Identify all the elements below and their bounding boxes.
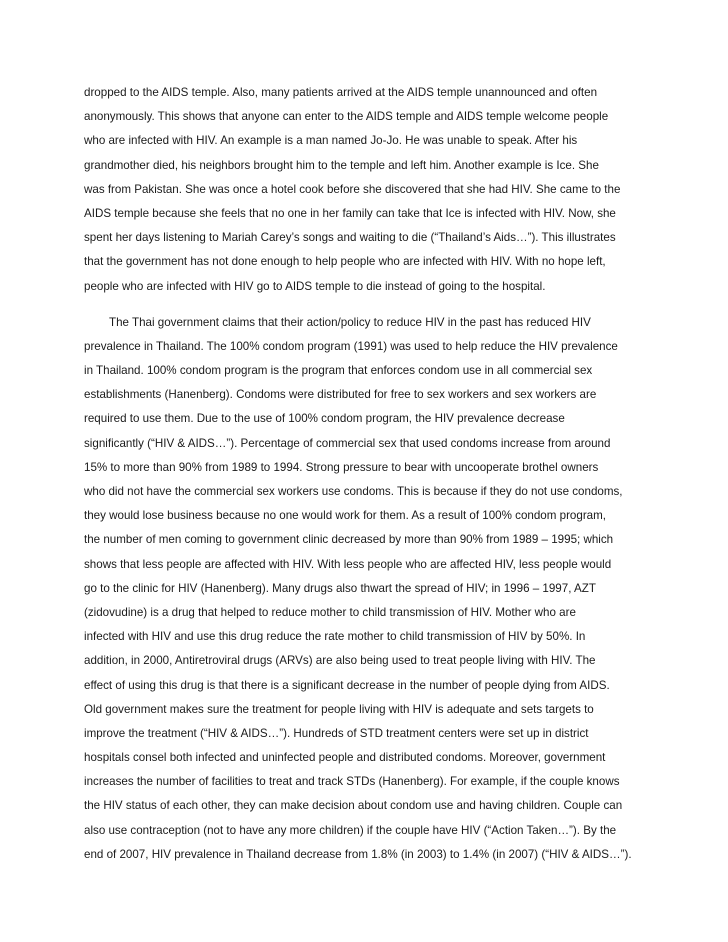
text-line: end of 2007, HIV prevalence in Thailand decrease from 1.8% (in 2003) to 1.4% (in 2007) (“HIV & AIDS…”). <box>84 847 632 861</box>
text-line: who are infected with HIV. An example is a man named Jo-Jo. He was unable to speak. After his <box>84 134 578 148</box>
text-line: shows that less people are affected with HIV. With less people who are affected HIV, less people would <box>84 557 612 571</box>
text-line: significantly (“HIV & AIDS…”). Percentage of commercial sex that used condoms increase from around <box>84 436 611 450</box>
text-line: required to use them. Due to the use of 100% condom program, the HIV prevalence decrease <box>84 412 565 426</box>
text-line: also use contraception (not to have any more children) if the couple have HIV (“Action Taken…”). By the <box>84 823 617 837</box>
text-line: the HIV status of each other, they can make decision about condom use and having children. Couple can <box>84 799 623 813</box>
text-line: anonymously. This shows that anyone can enter to the AIDS temple and AIDS temple welcome people <box>84 110 609 124</box>
text-line: they would lose business because no one would work for them. As a result of 100% condom program, <box>84 509 607 523</box>
text-line: go to the clinic for HIV (Hanenberg). Many drugs also thwart the spread of HIV; in 1996 – 1997, AZT <box>84 581 596 595</box>
text-line: prevalence in Thailand. The 100% condom program (1991) was used to help reduce the HIV prevalence <box>84 339 618 353</box>
text-line: grandmother died, his neighbors brought him to the temple and left him. Another example is Ice. She <box>84 158 599 172</box>
text-line: increases the number of facilities to treat and track STDs (Hanenberg). For example, if the couple knows <box>84 775 620 789</box>
paragraph-2 <box>84 311 660 867</box>
text-line: The Thai government claims that their action/policy to reduce HIV in the past has reduced HIV <box>109 315 591 329</box>
document-body <box>84 81 660 867</box>
text-line: 15% to more than 90% from 1989 to 1994. Strong pressure to bear with uncooperate brothel owners <box>84 460 599 474</box>
text-line: that the government has not done enough to help people who are infected with HIV. With no hope left, <box>84 255 606 269</box>
text-line: infected with HIV and use this drug reduce the rate mother to child transmission of HIV by 50%. In <box>84 630 586 644</box>
text-line: addition, in 2000, Antiretroviral drugs (ARVs) are also being used to treat people living with HIV. The <box>84 654 596 668</box>
text-line: hospitals consel both infected and uninfected people and distributed condoms. Moreover, government <box>84 751 606 765</box>
text-line: dropped to the AIDS temple. Also, many patients arrived at the AIDS temple unannounced and often <box>84 86 598 99</box>
text-line: effect of using this drug is that there is a significant decrease in the number of people dying from AIDS. <box>84 678 610 692</box>
paragraph-spacer <box>84 299 660 311</box>
text-line: establishments (Hanenberg). Condoms were distributed for free to sex workers and sex workers are <box>84 388 597 402</box>
text-line: (zidovudine) is a drug that helped to reduce mother to child transmission of HIV. Mother who are <box>84 605 576 619</box>
text-line: was from Pakistan. She was once a hotel cook before she discovered that she had HIV. She came to the <box>84 182 621 196</box>
text-line: people who are infected with HIV go to AIDS temple to die instead of going to the hospital. <box>84 279 546 293</box>
text-line: in Thailand. 100% condom program is the program that enforces condom use in all commercial sex <box>84 364 593 378</box>
paragraph-1 <box>84 81 660 299</box>
text-line: improve the treatment (“HIV & AIDS…”). Hundreds of STD treatment centers were set up in district <box>84 726 589 740</box>
text-line: AIDS temple because she feels that no one in her family can take that Ice is infected with HIV. Now, she <box>84 206 616 220</box>
text-line: who did not have the commercial sex workers use condoms. This is because if they do not use condoms, <box>84 485 623 498</box>
text-line: spent her days listening to Mariah Carey’s songs and waiting to die (“Thailand’s Aids…”). This illustrates <box>84 231 616 245</box>
text-line: the number of men coming to government clinic decreased by more than 90% from 1989 – 1995; which <box>84 533 614 547</box>
text-line: Old government makes sure the treatment for people living with HIV is adequate and sets targets to <box>84 702 594 716</box>
